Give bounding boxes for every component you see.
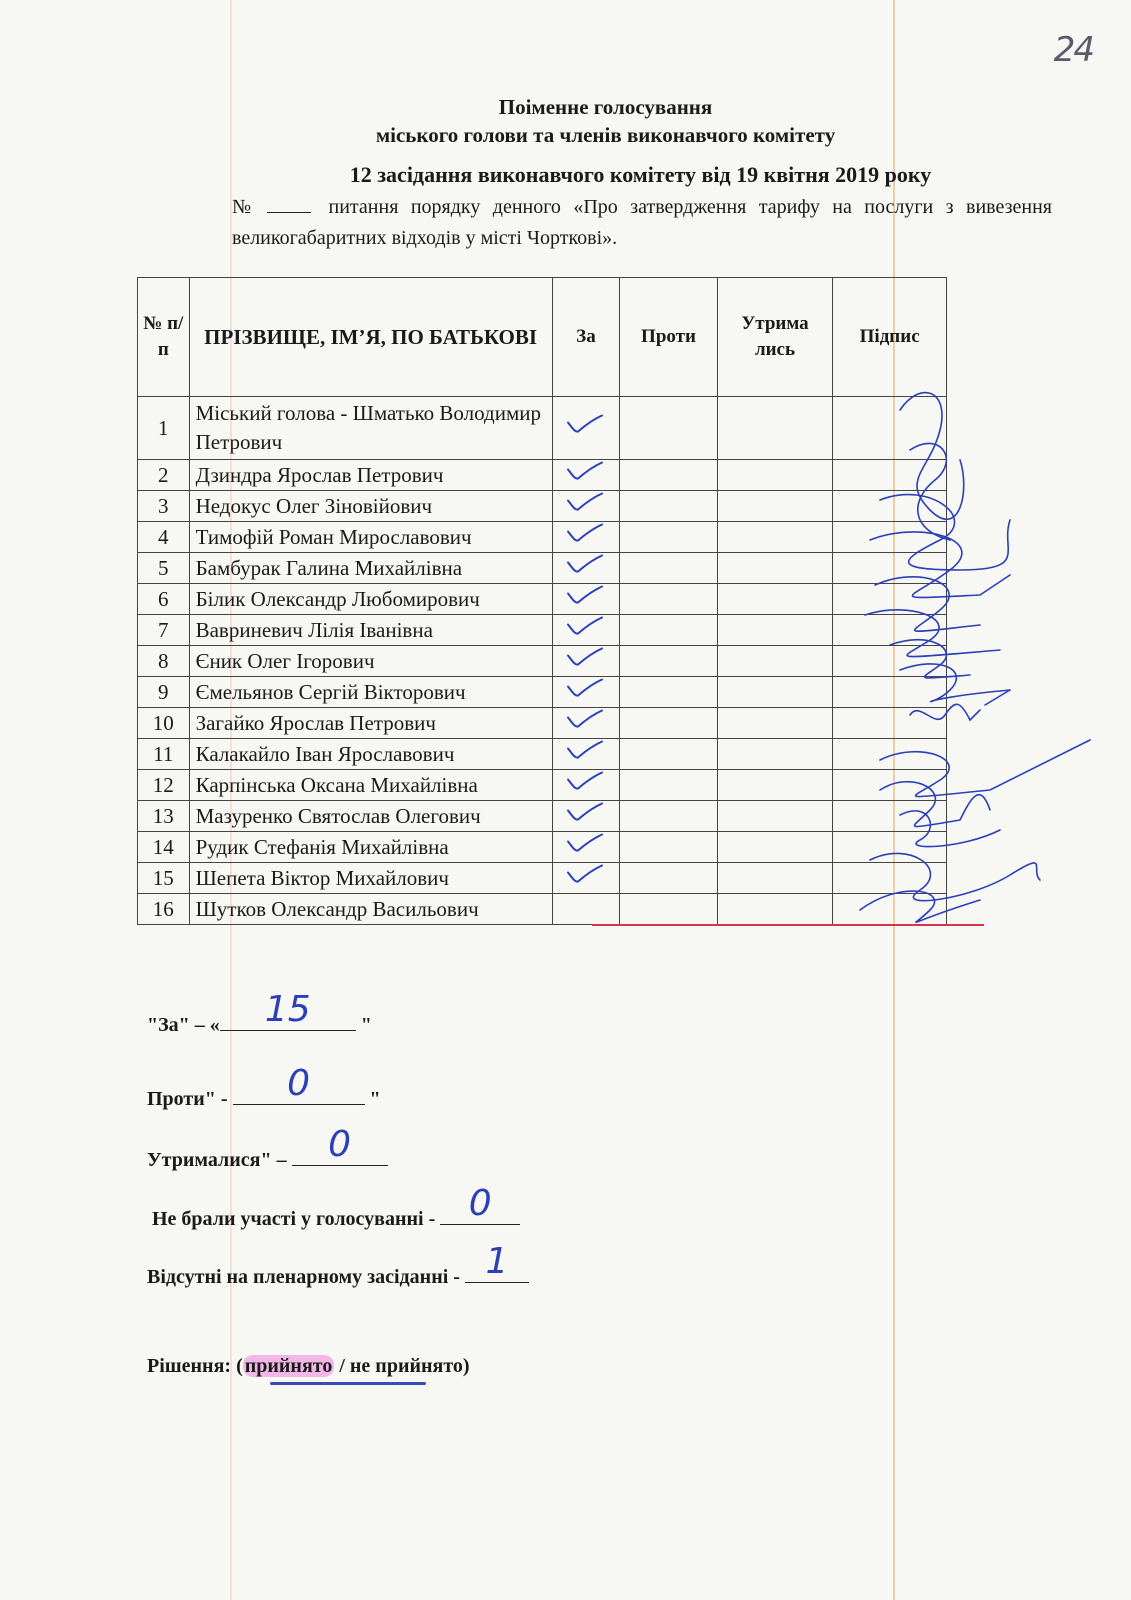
row-name: Вавриневич Лілія Іванівна bbox=[189, 615, 552, 646]
checkmark-icon bbox=[565, 833, 605, 862]
checkmark-icon bbox=[565, 802, 605, 831]
header-name: ПРІЗВИЩЕ, ІМ’Я, ПО БАТЬКОВІ bbox=[189, 278, 552, 397]
row-utrymalys bbox=[717, 615, 833, 646]
row-za bbox=[552, 677, 620, 708]
table-row bbox=[138, 677, 947, 708]
question-text: питання порядку денного «Про затвердження тарифу на послуги з вивезення великогабаритних відходів у місті Чорткові». bbox=[232, 196, 1052, 249]
question-number-blank bbox=[267, 212, 311, 213]
table-header-row bbox=[138, 278, 947, 397]
summary-proty-line bbox=[233, 1063, 365, 1105]
handwritten-page-number: 24 bbox=[1053, 30, 1093, 70]
row-num: 14 bbox=[138, 832, 190, 863]
summary-za-close: " bbox=[355, 1014, 372, 1036]
table-row bbox=[138, 894, 947, 925]
row-num: 3 bbox=[138, 491, 190, 522]
summary-proty-label: Проти" - bbox=[147, 1088, 233, 1110]
summary-utrymalys bbox=[147, 1124, 388, 1172]
row-za bbox=[552, 832, 620, 863]
row-za bbox=[552, 584, 620, 615]
table-row bbox=[138, 832, 947, 863]
rishennia-label: Рішення: ( bbox=[147, 1355, 243, 1377]
row-utrymalys bbox=[717, 863, 833, 894]
row-utrymalys bbox=[717, 708, 833, 739]
table-row bbox=[138, 615, 947, 646]
summary-ne-braly-label: Не брали участі у голосуванні - bbox=[152, 1208, 441, 1230]
table-row bbox=[138, 801, 947, 832]
table-row bbox=[138, 460, 947, 491]
summary-za bbox=[147, 989, 372, 1037]
row-za bbox=[552, 863, 620, 894]
checkmark-icon bbox=[565, 616, 605, 645]
row-za bbox=[552, 646, 620, 677]
row-za bbox=[552, 708, 620, 739]
summary-vidsutni bbox=[147, 1241, 529, 1289]
row-name: Єник Олег Ігорович bbox=[189, 646, 552, 677]
meeting-line: 12 засідання виконавчого комітету від 19 квітня 2019 року bbox=[349, 162, 932, 187]
table-row bbox=[138, 553, 947, 584]
row-proty bbox=[620, 460, 717, 491]
summary-za-line bbox=[220, 989, 356, 1031]
table-row bbox=[138, 522, 947, 553]
table-row bbox=[138, 863, 947, 894]
row-proty bbox=[620, 397, 717, 460]
row-num: 1 bbox=[138, 397, 190, 460]
row-za bbox=[552, 491, 620, 522]
row-proty bbox=[620, 863, 717, 894]
row-num: 6 bbox=[138, 584, 190, 615]
row-name: Бамбурак Галина Михайлівна bbox=[189, 553, 552, 584]
row-za bbox=[552, 397, 620, 460]
summary-ne-braly-value: 0 bbox=[468, 1183, 492, 1224]
row-proty bbox=[620, 894, 717, 925]
agenda-question bbox=[232, 192, 1052, 254]
row-name: Ємельянов Сергій Вікторович bbox=[189, 677, 552, 708]
row-name: Шутков Олександр Васильович bbox=[189, 894, 552, 925]
row-proty bbox=[620, 522, 717, 553]
checkmark-icon bbox=[565, 864, 605, 893]
summary-utr-line bbox=[292, 1124, 388, 1166]
row-utrymalys bbox=[717, 397, 833, 460]
row-num: 10 bbox=[138, 708, 190, 739]
row-proty bbox=[620, 491, 717, 522]
checkmark-icon bbox=[565, 647, 605, 676]
summary-ne-braly-line bbox=[440, 1183, 520, 1225]
row-num: 12 bbox=[138, 770, 190, 801]
row-utrymalys bbox=[717, 646, 833, 677]
row-utrymalys bbox=[717, 801, 833, 832]
row-proty bbox=[620, 584, 717, 615]
checkmark-icon bbox=[565, 523, 605, 552]
row-num: 13 bbox=[138, 801, 190, 832]
header-utrymalys: Утрима лись bbox=[717, 278, 833, 397]
rishennia-accepted: прийнято bbox=[244, 1355, 333, 1377]
summary-za-label: "За" – « bbox=[147, 1014, 220, 1036]
row-utrymalys bbox=[717, 677, 833, 708]
row-name: Тимофій Роман Мирославович bbox=[189, 522, 552, 553]
summary-utr-label: Утрималися" – bbox=[147, 1149, 292, 1171]
row-utrymalys bbox=[717, 491, 833, 522]
row-za bbox=[552, 460, 620, 491]
row-num: 15 bbox=[138, 863, 190, 894]
summary-vidsutni-value: 1 bbox=[485, 1241, 509, 1282]
row-za bbox=[552, 801, 620, 832]
header-pidpys: Підпис bbox=[833, 278, 947, 397]
row-num: 16 bbox=[138, 894, 190, 925]
checkmark-icon bbox=[565, 414, 605, 443]
row-proty bbox=[620, 801, 717, 832]
row-utrymalys bbox=[717, 739, 833, 770]
row-utrymalys bbox=[717, 522, 833, 553]
header-num: № п/п bbox=[138, 278, 190, 397]
row-za bbox=[552, 615, 620, 646]
row-name: Калакайло Іван Ярославович bbox=[189, 739, 552, 770]
row-name: Недокус Олег Зіновійович bbox=[189, 491, 552, 522]
row-num: 4 bbox=[138, 522, 190, 553]
row-num: 7 bbox=[138, 615, 190, 646]
row-name: Мазуренко Святослав Олегович bbox=[189, 801, 552, 832]
summary-vidsutni-label: Відсутні на пленарному засіданні - bbox=[147, 1266, 465, 1288]
row-num: 2 bbox=[138, 460, 190, 491]
row-name: Рудик Стефанія Михайлівна bbox=[189, 832, 552, 863]
doc-title: Поіменне голосування bbox=[498, 95, 713, 119]
checkmark-icon bbox=[565, 771, 605, 800]
table-row bbox=[138, 770, 947, 801]
summary-rishennia bbox=[147, 1355, 470, 1378]
row-za bbox=[552, 770, 620, 801]
checkmark-icon bbox=[565, 740, 605, 769]
checkmark-icon bbox=[565, 678, 605, 707]
row-proty bbox=[620, 646, 717, 677]
table-row bbox=[138, 739, 947, 770]
rishennia-rest: / не прийнято) bbox=[334, 1355, 470, 1377]
row-name: Міський голова - Шматько Володимир Петрович bbox=[189, 397, 552, 460]
row-za bbox=[552, 522, 620, 553]
table-row bbox=[138, 646, 947, 677]
question-number-sign: № bbox=[232, 196, 259, 218]
row-name: Дзиндра Ярослав Петрович bbox=[189, 460, 552, 491]
row-utrymalys bbox=[717, 894, 833, 925]
row-utrymalys bbox=[717, 460, 833, 491]
doc-subtitle: міського голови та членів виконавчого комітету bbox=[375, 123, 836, 147]
signatures-scribble bbox=[840, 370, 1120, 930]
row-utrymalys bbox=[717, 584, 833, 615]
row-name: Шепета Віктор Михайлович bbox=[189, 863, 552, 894]
summary-za-value: 15 bbox=[264, 989, 311, 1030]
row-utrymalys bbox=[717, 770, 833, 801]
header-proty: Проти bbox=[620, 278, 717, 397]
row-num: 9 bbox=[138, 677, 190, 708]
row-za bbox=[552, 553, 620, 584]
row-num: 5 bbox=[138, 553, 190, 584]
row-utrymalys bbox=[717, 832, 833, 863]
row-name: Карпінська Оксана Михайлівна bbox=[189, 770, 552, 801]
row-proty bbox=[620, 832, 717, 863]
summary-proty-value: 0 bbox=[287, 1063, 310, 1104]
summary-proty bbox=[147, 1063, 381, 1111]
row-proty bbox=[620, 615, 717, 646]
row-name: Загайко Ярослав Петрович bbox=[189, 708, 552, 739]
row-proty bbox=[620, 708, 717, 739]
row-name: Білик Олександр Любомирович bbox=[189, 584, 552, 615]
summary-proty-close: " bbox=[364, 1088, 381, 1110]
row-utrymalys bbox=[717, 553, 833, 584]
header-za: За bbox=[552, 278, 620, 397]
table-row bbox=[138, 397, 947, 460]
row-num: 8 bbox=[138, 646, 190, 677]
table-row bbox=[138, 584, 947, 615]
row-proty bbox=[620, 677, 717, 708]
checkmark-icon bbox=[565, 492, 605, 521]
table-row bbox=[138, 491, 947, 522]
row-proty bbox=[620, 770, 717, 801]
summary-utr-value: 0 bbox=[328, 1124, 352, 1165]
row-num: 11 bbox=[138, 739, 190, 770]
row-za bbox=[552, 739, 620, 770]
checkmark-icon bbox=[565, 585, 605, 614]
table-row bbox=[138, 708, 947, 739]
checkmark-icon bbox=[565, 461, 605, 490]
row-za bbox=[552, 894, 620, 925]
checkmark-icon bbox=[565, 554, 605, 583]
vote-table bbox=[137, 277, 947, 925]
summary-vidsutni-line bbox=[465, 1241, 529, 1283]
row-proty bbox=[620, 553, 717, 584]
summary-ne-braly bbox=[152, 1183, 520, 1231]
checkmark-icon bbox=[565, 709, 605, 738]
handwritten-underline bbox=[270, 1382, 426, 1385]
row-proty bbox=[620, 739, 717, 770]
